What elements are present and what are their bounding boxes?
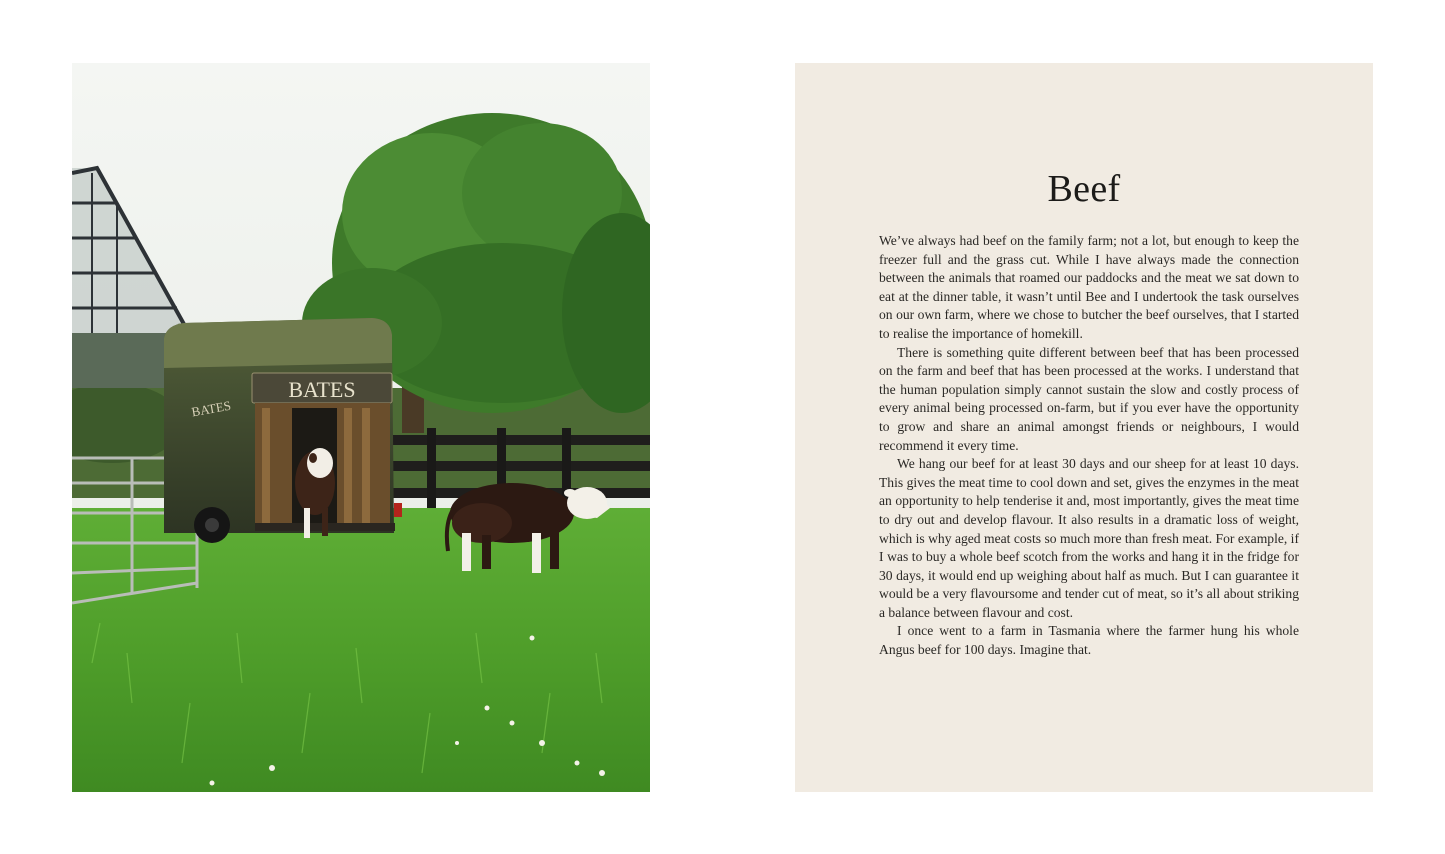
article-paragraph: We hang our beef for at least 30 days and our sheep for at least 10 days. This gives the meat time to cool down and set, gives the enzymes in the meat an opportunity to help tenderise it and, most importantly, gives the meat time to dry out and develop flavour. It also results in a dramatic loss of weight, which is why aged meat costs so much more than fresh meat. For example, if I was to buy a whole beef scotch from the works and hang it in the fridge for 30 days, it would end up weighing about half as much. But I can guarantee it would be a very flavoursome and tender cut of meat, so it’s all about striking a balance between flavour and cost. xyxy=(879,456,1299,620)
svg-text:BATES: BATES xyxy=(190,397,233,420)
farm-photo-illustration xyxy=(72,63,650,792)
article-paragraph: We’ve always had beef on the family farm; not a lot, but enough to keep the freezer full and the grass cut. While I have always made the connection between the animals that roamed our paddocks and the meat we sat down to eat at the dinner table, it wasn’t until Bee and I undertook the task ourselves on our own farm, where we chose to butcher the beef ourselves, that I started to realise the importance of homekill. xyxy=(879,233,1299,341)
text-page xyxy=(795,63,1373,792)
trailer-sign: BATES xyxy=(288,377,356,402)
horse-trailer xyxy=(164,318,402,543)
farm-photo xyxy=(72,63,650,792)
grass-field xyxy=(72,508,650,792)
article-body xyxy=(879,232,1299,660)
article-paragraph: I once went to a farm in Tasmania where the farmer hung his whole Angus beef for 100 days. Imagine that. xyxy=(879,623,1299,658)
article-paragraph: There is something quite different between beef that has been processed on the farm and beef that has been processed at the works. I understand that the human population simply cannot sustain the slow and costly process of every animal being processed on-farm, but if you ever have the opportunity to grow and share an animal amongst friends or neighbours, I would recommend it every time. xyxy=(879,344,1299,453)
page-title: Beef xyxy=(1047,168,1121,210)
